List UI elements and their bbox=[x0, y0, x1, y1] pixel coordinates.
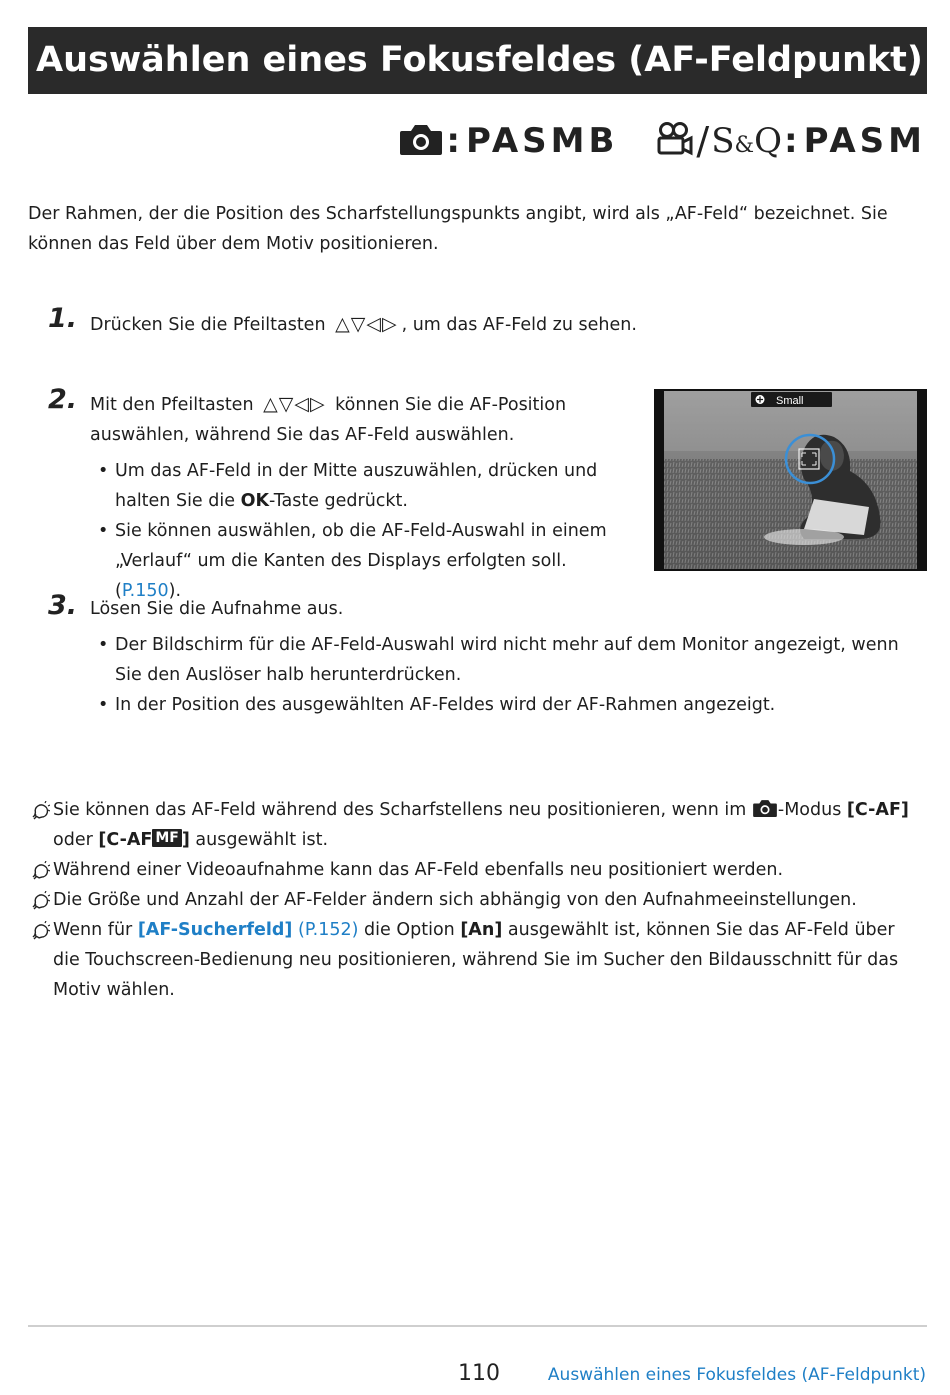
lightbulb-icon bbox=[28, 921, 50, 943]
tip-text: die Option bbox=[358, 920, 461, 940]
step-3-text: Lösen Sie die Aufnahme aus. bbox=[90, 599, 344, 619]
page-title: Auswählen eines Fokusfeldes (AF-Feldpunkt) bbox=[28, 27, 927, 94]
movie-camera-icon bbox=[654, 121, 694, 161]
arrow-keys-icon-2: △▽◁▷ bbox=[263, 393, 326, 415]
page-number: 110 bbox=[458, 1361, 500, 1386]
ok-label: OK bbox=[240, 491, 269, 511]
lightbulb-icon bbox=[28, 861, 50, 883]
step-3-block bbox=[90, 594, 920, 720]
step-3-number: 3. bbox=[48, 590, 78, 621]
bullet-text: -Taste gedrückt. bbox=[269, 491, 408, 511]
bullet-text: Um das AF-Feld in der Mitte auszuwählen, drücken und halten Sie die bbox=[115, 461, 598, 511]
step-2-number: 2. bbox=[48, 384, 78, 415]
arrow-keys-icon: △▽◁▷ bbox=[335, 313, 398, 335]
step-2-text-after-1: können Sie die AF-Position bbox=[335, 395, 567, 415]
video-modes: PASM bbox=[803, 121, 926, 161]
camera-screen-image bbox=[654, 389, 927, 571]
intro-paragraph: Der Rahmen, der die Position des Scharfstellungspunkts angibt, wird als „AF-Feld“ bezeichnet. Sie können das Feld über dem Motiv positionieren. bbox=[28, 204, 888, 254]
tip-text: Sie können das AF-Feld während des Scharfstellens neu positionieren, wenn im bbox=[53, 800, 752, 820]
tip-item bbox=[28, 915, 923, 1005]
sq-label bbox=[711, 121, 782, 161]
size-label: Small bbox=[776, 395, 804, 407]
tip-text: -Modus bbox=[777, 800, 847, 820]
sq-s: S bbox=[711, 121, 735, 161]
step-2-text bbox=[90, 389, 635, 606]
step-1-text-after: , um das AF-Feld zu sehen. bbox=[401, 315, 637, 335]
c-af-label: [C-AF] bbox=[846, 800, 909, 820]
lightbulb-icon bbox=[28, 801, 50, 823]
tip-text: Während einer Videoaufnahme kann das AF-Feld ebenfalls neu positioniert werden. bbox=[53, 860, 784, 880]
mf-badge: MF bbox=[152, 829, 182, 847]
shooting-modes bbox=[398, 118, 926, 164]
camera-icon bbox=[398, 122, 444, 160]
tip-item bbox=[28, 885, 923, 915]
photo-modes: PASMB bbox=[466, 121, 619, 161]
tips-section bbox=[28, 795, 923, 1005]
tip-text: oder bbox=[53, 830, 99, 850]
sq-q: Q bbox=[754, 121, 782, 161]
footer-divider bbox=[28, 1325, 927, 1327]
tip-item bbox=[28, 795, 923, 855]
list-item bbox=[90, 456, 635, 516]
tip-item bbox=[28, 855, 923, 885]
sq-amp: & bbox=[734, 133, 755, 158]
step-1-text-before: Drücken Sie die Pfeiltasten bbox=[90, 315, 326, 335]
tip-text: Die Größe und Anzahl der AF-Felder ändern sich abhängig von den Aufnahmeeinstellungen. bbox=[53, 890, 857, 910]
c-af-mf-close: ] bbox=[181, 830, 190, 850]
page-link-150[interactable]: P.150 bbox=[121, 581, 169, 601]
step-1-text bbox=[90, 309, 637, 340]
an-label: [An] bbox=[460, 920, 503, 940]
step-2-text-after-2: auswählen, während Sie das AF-Feld auswählen. bbox=[90, 425, 515, 445]
list-item bbox=[90, 516, 635, 606]
bullet-text: ). bbox=[168, 581, 182, 601]
footer-section-link[interactable]: Auswählen eines Fokusfeldes (AF-Feldpunkt) bbox=[547, 1365, 926, 1385]
tip-text: ausgewählt ist, können Sie das AF-Feld über die Touchscreen-Bedienung neu positionieren, während Sie im Sucher den Bildausschnitt für das Motiv wählen. bbox=[53, 920, 899, 1000]
step-2-text-before: Mit den Pfeiltasten bbox=[90, 395, 254, 415]
step-2-bullets bbox=[90, 456, 635, 606]
step-3-bullets bbox=[90, 630, 920, 720]
lightbulb-icon bbox=[28, 891, 50, 913]
af-sucherfeld-link[interactable]: [AF-Sucherfeld] bbox=[137, 920, 293, 940]
list-item: • Der Bildschirm für die AF-Feld-Auswahl wird nicht mehr auf dem Monitor angezeigt, wenn Sie den Auslöser halb herunterdrücken. bbox=[90, 630, 920, 690]
c-af-mf-label: [C-AF bbox=[98, 830, 153, 850]
modes-colon: : bbox=[446, 121, 461, 161]
step-1-number: 1. bbox=[48, 303, 78, 334]
tip-text: Wenn für bbox=[53, 920, 138, 940]
modes-slash: / bbox=[696, 119, 710, 163]
list-item: • In der Position des ausgewählten AF-Feldes wird der AF-Rahmen angezeigt. bbox=[90, 690, 920, 720]
page-link-152[interactable]: (P.152) bbox=[298, 920, 359, 940]
bullet-text: Sie können auswählen, ob die AF-Feld-Auswahl in einem „Verlauf“ um die Kanten des Displays erfolgten soll. ( bbox=[115, 521, 607, 601]
tip-text: ausgewählt ist. bbox=[189, 830, 329, 850]
camera-icon bbox=[752, 798, 778, 818]
modes-colon-2: : bbox=[783, 121, 798, 161]
